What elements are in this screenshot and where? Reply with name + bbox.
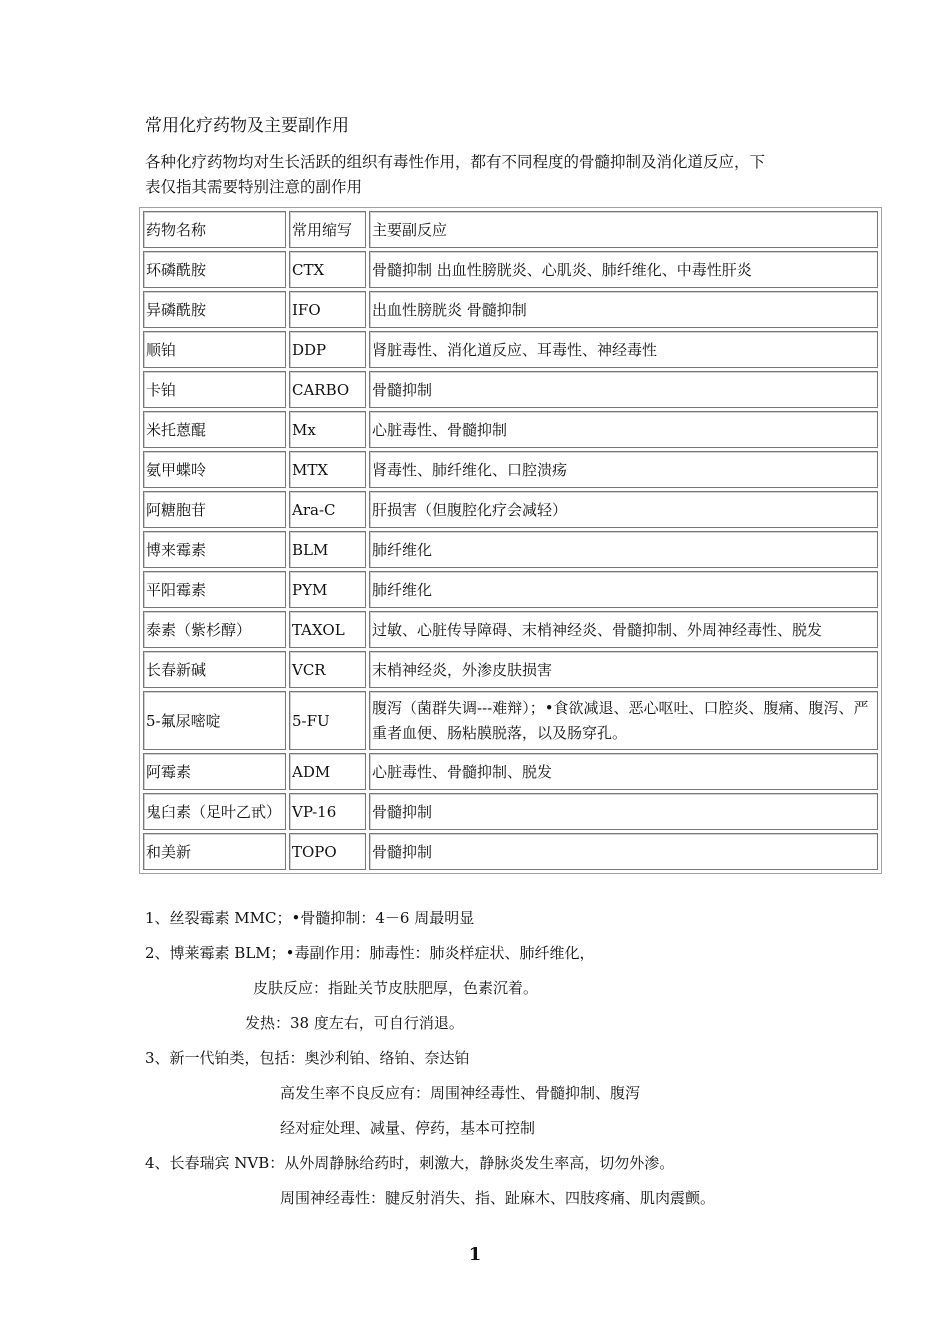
intro-line-1: 各种化疗药物均对生长活跃的组织有毒性作用，都有不同程度的骨髓抑制及消化道反应，下 xyxy=(145,153,766,171)
drug-name: 5-氟尿嘧啶 xyxy=(143,691,286,750)
drug-effect: 肾毒性、肺纤维化、口腔溃疡 xyxy=(369,451,878,488)
drug-abbr: MTX xyxy=(289,451,366,488)
table-row xyxy=(143,251,878,288)
note-4: 4、长春瑞宾 NVB：从外周静脉给药时，刺激大，静脉炎发生率高，切勿外渗。 xyxy=(145,1154,675,1172)
table-row xyxy=(143,571,878,608)
drug-name: 顺铂 xyxy=(143,331,286,368)
drug-name: 阿糖胞苷 xyxy=(143,491,286,528)
drug-name: 卡铂 xyxy=(143,371,286,408)
drug-abbr: Ara-C xyxy=(289,491,366,528)
drug-name: 异磷酰胺 xyxy=(143,291,286,328)
drug-effect: 肺纤维化 xyxy=(369,571,878,608)
note-2: 2、博莱霉素 BLM；•毒副作用：肺毒性：肺炎样症状、肺纤维化， xyxy=(145,944,595,962)
note-4-detail-neuro: 周围神经毒性：腱反射消失、指、趾麻木、四肢疼痛、肌肉震颤。 xyxy=(280,1189,716,1207)
note-3-detail-adverse: 高发生率不良反应有：周围神经毒性、骨髓抑制、腹泻 xyxy=(280,1084,641,1102)
drug-effect: 肺纤维化 xyxy=(369,531,878,568)
table-row xyxy=(143,753,878,790)
drug-abbr: VP-16 xyxy=(289,793,366,830)
drug-abbr: CTX xyxy=(289,251,366,288)
drug-effect: 肝损害（但腹腔化疗会减轻） xyxy=(369,491,878,528)
table-row xyxy=(143,451,878,488)
drug-name: 阿霉素 xyxy=(143,753,286,790)
drug-effect: 肾脏毒性、消化道反应、耳毒性、神经毒性 xyxy=(369,331,878,368)
drug-effect: 骨髓抑制 xyxy=(369,371,878,408)
drug-abbr: PYM xyxy=(289,571,366,608)
drug-name: 环磷酰胺 xyxy=(143,251,286,288)
drug-abbr: 5-FU xyxy=(289,691,366,750)
drug-name: 长春新碱 xyxy=(143,651,286,688)
table-row xyxy=(143,691,878,750)
drug-abbr: CARBO xyxy=(289,371,366,408)
drug-abbr: IFO xyxy=(289,291,366,328)
drug-effect: 腹泻（菌群失调---难辩）；•食欲减退、恶心呕吐、口腔炎、腹痛、腹泻、严重者血便、肠粘膜脱落，以及肠穿孔。 xyxy=(369,691,878,750)
intro-line-2: 表仅指其需要特别注意的副作用 xyxy=(145,178,363,196)
drug-abbr: Mx xyxy=(289,411,366,448)
note-2-detail-fever: 发热：38 度左右，可自行消退。 xyxy=(245,1014,464,1032)
notes-section xyxy=(145,903,845,1218)
page-title: 常用化疗药物及主要副作用 xyxy=(145,116,349,136)
drug-table xyxy=(139,207,882,874)
drug-abbr: TOPO xyxy=(289,833,366,870)
drug-effect: 过敏、心脏传导障碍、末梢神经炎、骨髓抑制、外周神经毒性、脱发 xyxy=(369,611,878,648)
drug-name: 泰素（紫杉醇） xyxy=(143,611,286,648)
drug-effect: 骨髓抑制 出血性膀胱炎、心肌炎、肺纤维化、中毒性肝炎 xyxy=(369,251,878,288)
drug-effect: 骨髓抑制 xyxy=(369,793,878,830)
table-row xyxy=(143,291,878,328)
drug-name: 和美新 xyxy=(143,833,286,870)
table-row xyxy=(143,491,878,528)
drug-name: 博来霉素 xyxy=(143,531,286,568)
intro-paragraph xyxy=(145,150,825,200)
header-drug-name: 药物名称 xyxy=(143,211,286,248)
drug-effect: 心脏毒性、骨髓抑制、脱发 xyxy=(369,753,878,790)
drug-effect: 末梢神经炎，外渗皮肤损害 xyxy=(369,651,878,688)
note-3-detail-control: 经对症处理、减量、停药，基本可控制 xyxy=(280,1119,536,1137)
table-header-row xyxy=(143,211,878,248)
drug-name: 鬼臼素（足叶乙甙） xyxy=(143,793,286,830)
table-row xyxy=(143,793,878,830)
table-row xyxy=(143,833,878,870)
note-3: 3、新一代铂类，包括：奥沙利铂、络铂、奈达铂 xyxy=(145,1049,470,1067)
drug-name: 米托蒽醌 xyxy=(143,411,286,448)
drug-abbr: VCR xyxy=(289,651,366,688)
drug-effect: 心脏毒性、骨髓抑制 xyxy=(369,411,878,448)
drug-abbr: BLM xyxy=(289,531,366,568)
table-row xyxy=(143,651,878,688)
note-1: 1、丝裂霉素 MMC；•骨髓抑制：4－6 周最明显 xyxy=(145,909,475,927)
note-2-detail-skin: 皮肤反应：指趾关节皮肤肥厚，色素沉着。 xyxy=(253,979,539,997)
drug-abbr: ADM xyxy=(289,753,366,790)
drug-effect: 骨髓抑制 xyxy=(369,833,878,870)
drug-abbr: DDP xyxy=(289,331,366,368)
drug-effect: 出血性膀胱炎 骨髓抑制 xyxy=(369,291,878,328)
drug-abbr: TAXOL xyxy=(289,611,366,648)
table-row xyxy=(143,411,878,448)
table-row xyxy=(143,531,878,568)
header-side-effects: 主要副反应 xyxy=(369,211,878,248)
header-abbreviation: 常用缩写 xyxy=(289,211,366,248)
page-number: 1 xyxy=(468,1244,482,1265)
drug-name: 平阳霉素 xyxy=(143,571,286,608)
table-row xyxy=(143,371,878,408)
table-row xyxy=(143,611,878,648)
drug-name: 氨甲蝶呤 xyxy=(143,451,286,488)
table-row xyxy=(143,331,878,368)
